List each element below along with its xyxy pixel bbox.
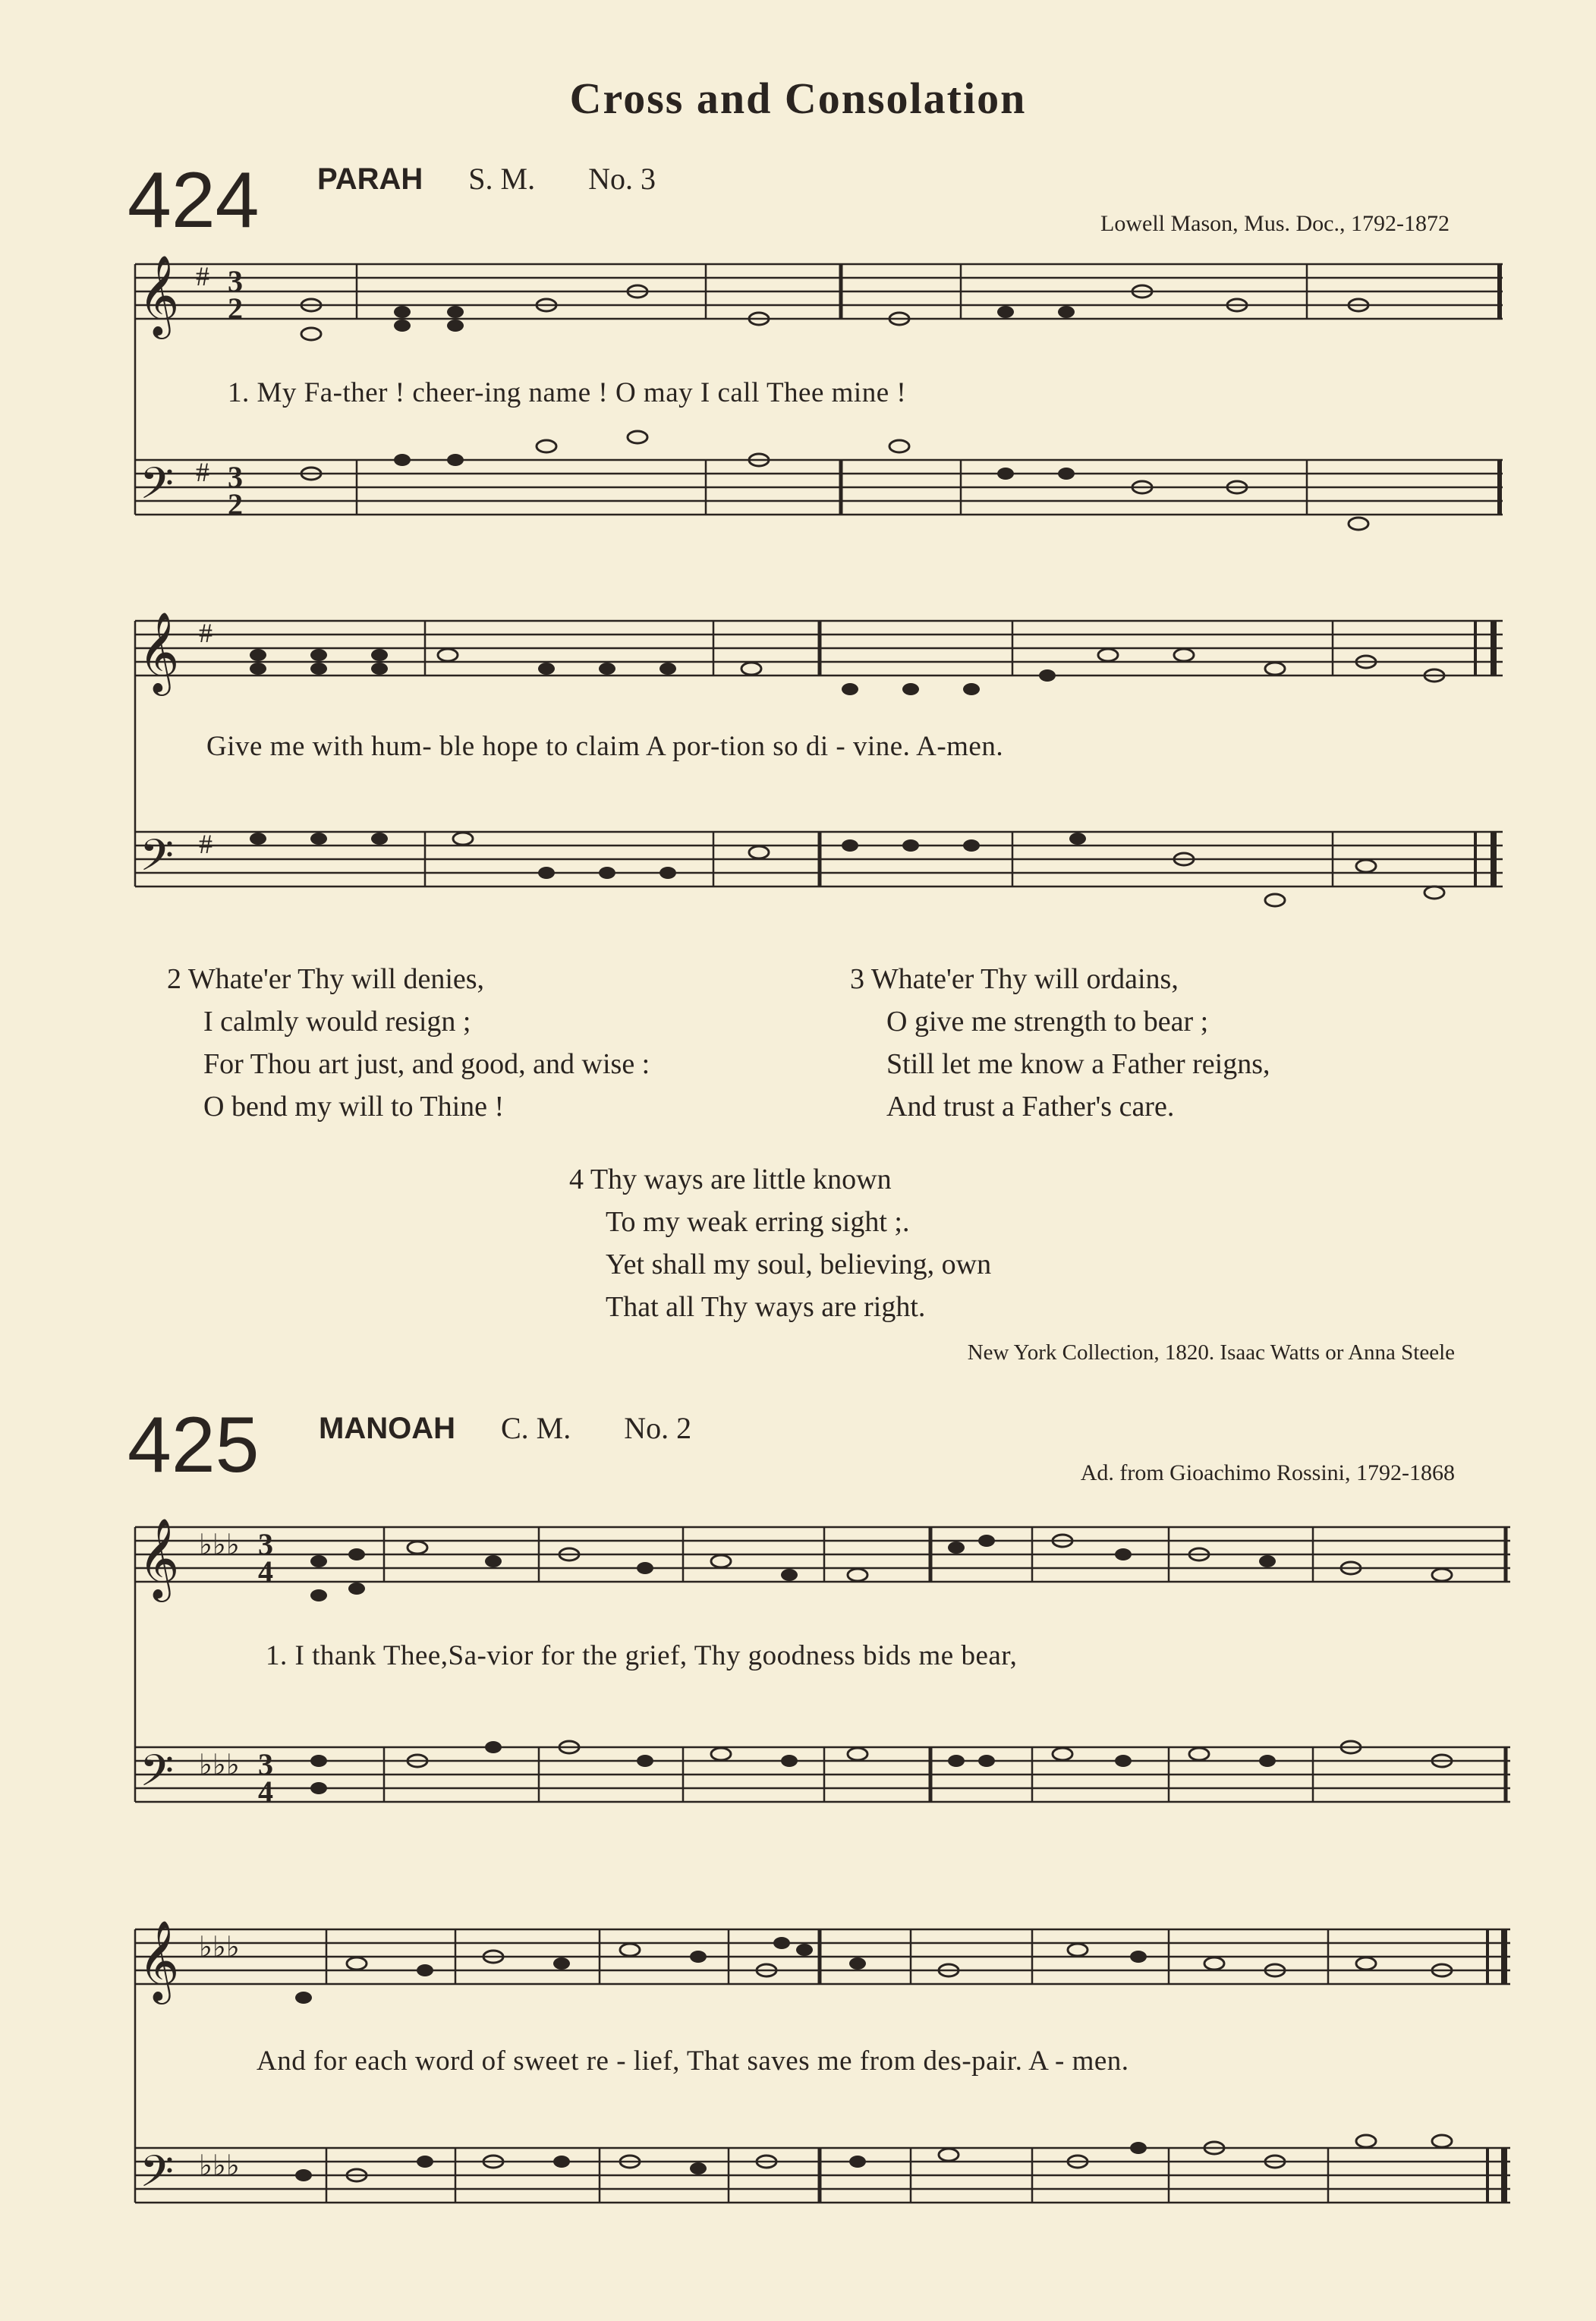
tune-name: MANOAH — [319, 1412, 455, 1445]
tune-number: No. 2 — [624, 1411, 692, 1445]
verse-line: 2 Whate'er Thy will denies, — [167, 963, 485, 995]
svg-text:2: 2 — [228, 291, 243, 326]
svg-text:♭♭♭: ♭♭♭ — [199, 1529, 240, 1561]
svg-text:𝄞: 𝄞 — [138, 1919, 180, 2001]
hymn-425-lyrics-line-2: And for each word of sweet re - lief, That saves me from des-pair. A - men. — [257, 2045, 1129, 2077]
verse-line: 4 Thy ways are little known — [569, 1164, 892, 1195]
verse-3 — [850, 958, 1270, 1128]
svg-text:3: 3 — [258, 1747, 273, 1781]
svg-text:4: 4 — [258, 1775, 273, 1809]
tune-number: No. 3 — [588, 162, 656, 196]
svg-text:3: 3 — [228, 460, 243, 494]
svg-text:𝄢: 𝄢 — [140, 1745, 175, 1807]
svg-text:3: 3 — [258, 1527, 273, 1561]
svg-text:4: 4 — [258, 1554, 273, 1589]
composer-credit: Ad. from Gioachimo Rossini, 1792-1868 — [1080, 1460, 1455, 1485]
verse-4 — [569, 1158, 991, 1328]
verse-line: For Thou art just, and good, and wise : — [203, 1048, 650, 1080]
verse-line: To my weak erring sight ;. — [606, 1206, 910, 1238]
hymn-number-424: 424 — [127, 156, 260, 244]
svg-text:#: # — [199, 829, 212, 859]
hymn-424-lyrics-line-2: Give me with hum- ble hope to claim A por-tion so di - vine. A-men. — [206, 731, 1004, 762]
tune-name: PARAH — [317, 162, 423, 196]
svg-text:♭♭♭: ♭♭♭ — [199, 2150, 240, 2182]
verse-line: O give me strength to bear ; — [886, 1006, 1209, 1038]
hymn-425-tune-line — [319, 1410, 691, 1446]
verse-line: Still let me know a Father reigns, — [886, 1048, 1270, 1080]
svg-text:𝄢: 𝄢 — [140, 830, 175, 892]
verse-line: 3 Whate'er Thy will ordains, — [850, 963, 1179, 995]
svg-text:#: # — [196, 457, 209, 487]
svg-text:#: # — [196, 261, 209, 291]
hymn-424-lyrics-line-1: 1. My Fa-ther ! cheer-ing name ! O may I call Thee mine ! — [228, 377, 907, 408]
svg-text:𝄞: 𝄞 — [138, 254, 180, 335]
meter: C. M. — [500, 1411, 571, 1445]
hymn-425-lyrics-line-1: 1. I thank Thee,Sa-vior for the grief, Thy goodness bids me bear, — [266, 1640, 1018, 1671]
verse-line: Yet shall my soul, believing, own — [606, 1249, 992, 1280]
section-title: Cross and Consolation — [569, 74, 1027, 123]
svg-text:𝄞: 𝄞 — [138, 611, 180, 692]
verse-line: O bend my will to Thine ! — [203, 1091, 505, 1123]
verse-line: I calmly would resign ; — [203, 1006, 471, 1038]
svg-text:𝄞: 𝄞 — [138, 1517, 180, 1598]
svg-text:♭♭♭: ♭♭♭ — [199, 1932, 240, 1964]
svg-text:𝄢: 𝄢 — [140, 2146, 175, 2208]
verse-line: That all Thy ways are right. — [606, 1291, 926, 1323]
svg-text:3: 3 — [228, 264, 243, 298]
svg-text:2: 2 — [228, 487, 243, 521]
text-attribution: New York Collection, 1820. Isaac Watts or Anna Steele — [967, 1340, 1455, 1365]
verse-2 — [167, 958, 650, 1128]
svg-text:♭♭♭: ♭♭♭ — [199, 1749, 240, 1781]
verse-line: And trust a Father's care. — [886, 1091, 1175, 1123]
hymn-number-425: 425 — [127, 1401, 260, 1489]
svg-text:#: # — [199, 618, 212, 648]
meter: S. M. — [468, 162, 536, 196]
svg-text:𝄢: 𝄢 — [140, 458, 175, 520]
composer-credit: Lowell Mason, Mus. Doc., 1792-1872 — [1100, 211, 1450, 236]
